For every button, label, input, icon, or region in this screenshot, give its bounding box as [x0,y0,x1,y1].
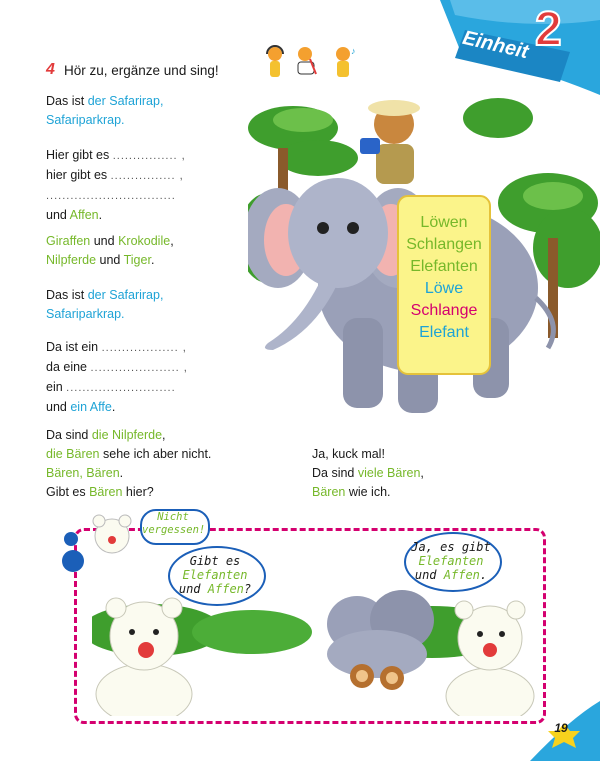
stanza-1: Das ist der Safarirap, Safariparkrap. [46,94,164,127]
stanza-2: Hier gibt es ................ , hier gibt es ................ , ................................ und Affen. [46,148,186,222]
reminder-text: Nicht vergessen! [142,511,206,536]
blank-1: ................ , [112,150,186,162]
stanza-5: Da ist ein ................... , da eine ...................... , ein ........................... und ein Affe. [46,340,188,414]
blank-2: ................ , [110,170,184,182]
blank-5: ...................... , [90,362,188,374]
write-icon [292,44,320,82]
exercise-number: 4 [46,61,55,78]
exercise-instruction: Hör zu, ergänze und sing! [64,63,219,78]
page-number: 19 [554,721,568,735]
sign-word: Elefant [419,324,469,341]
speech-text-right: Ja, es gibt Elefanten und Affen. [411,540,491,582]
sign-word: Schlangen [406,236,482,253]
stanza-4: Das ist der Safarirap, Safariparkrap. [46,288,164,321]
white-bear-right [440,596,538,716]
blank-6: ........................... [66,382,176,394]
sign-word: Elefanten [410,258,478,275]
animal-sign [398,212,490,344]
blank-4: ................... , [101,342,187,354]
stanza-6: Da sind die Nilpferde, die Bären sehe ich aber nicht. Bären, Bären. Gibt es Bären hier? [46,428,212,499]
speech-text-left: Gibt es Elefanten und Affen? [178,554,252,596]
elephants-monkeys-illustration [322,584,438,700]
unit-number: 2 [535,3,562,56]
stanza-7: Ja, kuck mal! Da sind viele Bären, Bären wie ich. [312,447,424,499]
listen-icon [262,44,288,82]
svg-text:♪: ♪ [351,46,356,56]
white-bear-left [94,594,200,716]
sign-word: Löwe [424,280,464,297]
bullet-dot [64,532,78,546]
bear-head-icon [90,512,134,556]
sing-icon [330,44,358,82]
unit-label: Einheit [460,26,531,64]
bullet-dot [62,550,84,572]
sign-word: Schlange [410,302,478,319]
sign-word: Löwen [420,214,468,231]
stanza-3: Giraffen und Krokodile, Nilpferde und Tiger. [46,234,174,267]
blank-3: ................................ [46,190,176,202]
